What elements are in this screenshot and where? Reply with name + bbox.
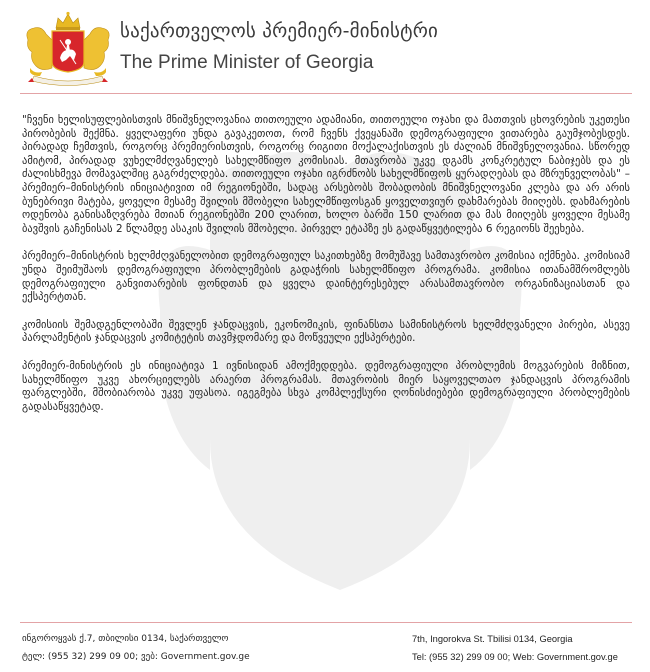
footer-english xyxy=(412,630,618,666)
body-paragraph: პრემიერ–მინისტრის ხელმძღვანელობით დემოგრაფიულ საკითხებზე მომუშავე სამთავრობო კომისია იქმნება. კომისიამ უნდა შეიმუშაოს დემოგრაფიული პრობლემების გადაჭრის სახელმწიფო პროგრამა. კომისია ითანამშრომლებს დემოგრაფიული განვითარების ფონდთან და ყველა დაინტერესებულ არასამთავრობო ორგანიზაციასთან და ექსპერტთან. xyxy=(22,250,630,304)
letterhead-header xyxy=(0,0,650,96)
document-body xyxy=(22,114,630,428)
body-paragraph: პრემიერ-მინისტრის ეს ინიციატივა 1 ივნისიდან ამოქმედდება. დემოგრაფიული პრობლემის მოგვარების მიზნით, სახელმწიფო უკვე ახორციელებს არაერთ პროგრამას. მთავრობის მიერ საყოველთაო ჯანდაცვის პროგრამის ფარგლებში, მშობიარობა უკვე უფასოა. იგეგმება სხვა კომპლექსური ღონისძიებები დემოგრაფიული პრობლემების გადასაწყვეტად. xyxy=(22,359,630,413)
footer-contact-georgian: ტელ: (955 32) 299 09 00; ვებ: Government.gov.ge xyxy=(22,652,250,662)
body-paragraph: "ჩვენი ხელისუფლებისთვის მნიშვნელოვანია თითოეული ადამიანი, თითოეული ოჯახი და მათთვის ცხოვრების უკეთესი პირობების შექმნა. ყველაფერი უნდა გავაკეთოთ, რომ ჩვენს ქვეყანაში დემოგრაფიული ვითარება გაუმჯობესდეს. პირადად ჩემთვის, როგორც პრემიერისთვის, როგორც რიგითი მოქალაქისთვის ეს ძალიან მნიშვნელოვანია. სწორედ ამიტომ, პირადად ვუხელმძღვანელებ სახელმწიფო კომისიას. მთავრობა უკვე დგამს კონკრეტულ ნაბიჯებს და ეს ძალისხმევა მომავალშიც გაგრძელდება. თითოეული ოჯახი იგრძნობს სახელმწიფოს ყურადღებას და მზრუნველობას" – პრემიერ–მინისტრის ინიციატივით იმ რეგიონებში, სადაც არსებობს შობადობის მნიშვნელოვანი კლება და არ არის ბუნებრივი მატება, ყოველი მესამე შვილის მშობელი სახელმწიფოსგან ყოველთვიურ დახმარებას მიიღებს. დახმარების ოდენობა განისაზღვრება მთიან რეგიონებში 200 ლარით, ხოლო ბარში 150 ლარით და მას მიიღებს ყოველი მესამე ბავშვის გაჩენისას 2 წლამდე ასაკის შვილის მშობელი. პირველ ეტაპზე ეს გადაწყვეტილება 6 რეგიონს შეეხება. xyxy=(22,114,630,235)
footer-address-georgian: ინგოროყვას ქ.7, თბილისი 0134, საქართველო xyxy=(22,634,229,644)
letterhead-title-georgian: საქართველოს პრემიერ-მინისტრი xyxy=(120,20,439,42)
footer-divider xyxy=(20,622,632,623)
footer-address-english: 7th, Ingorokva St. Tbilisi 0134, Georgia xyxy=(412,634,573,644)
body-paragraph: კომისიის შემადგენლობაში შევლენ ჯანდაცვის, ეკონომიკის, ფინანსთა სამინისტროს ხელმძღვანელი პირები, ასევე პარლამენტის ჯანდაცვის კომიტეტის თავმჯდომარე და მოწვეული ექსპერტები. xyxy=(22,318,630,345)
footer-contact-english: Tel: (955 32) 299 09 00; Web: Government.gov.ge xyxy=(412,652,618,662)
header-divider xyxy=(20,93,632,94)
letterhead-title-english: The Prime Minister of Georgia xyxy=(120,52,374,73)
footer-georgian xyxy=(22,630,250,666)
georgia-coat-of-arms-icon xyxy=(20,10,116,86)
